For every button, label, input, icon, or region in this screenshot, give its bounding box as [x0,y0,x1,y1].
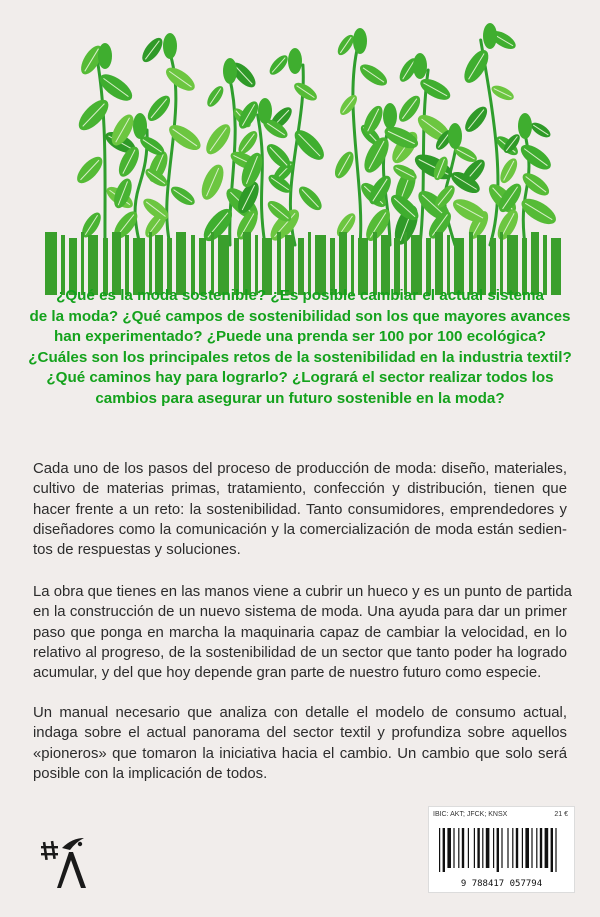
leaf [383,103,397,129]
barcode-line [497,828,499,872]
barcode-line [555,828,556,872]
leaf [288,48,302,74]
price: 21 € [554,811,568,818]
leaf [133,113,147,139]
question-line: ¿Qué caminos hay para lograrlo? ¿Logrará el sector realizar todos los [46,369,554,386]
barcode-line [482,828,483,868]
barcode-line [458,828,459,868]
barcode-line [474,828,475,868]
barcode-line [443,828,445,872]
paragraph-line: hacer frente a un reto: la sostenibilidad. Tanto consumidores, emprendedores y [33,501,567,518]
barcode-line [439,828,440,872]
paragraph-line: cultivo de materias primas, tratamiento, confección y distribución, tienen que [33,481,567,498]
paragraph-line: Cada uno de los pasos del proceso de producción de moda: diseño, materiales, [33,461,567,477]
barcode-line [545,828,549,868]
barcode-line [551,828,553,872]
barcode-line [516,828,518,868]
question-line: de la moda? ¿Qué campos de sostenibilidad son los que mayores avances [29,307,571,325]
ean-barcode-icon [439,828,564,872]
paragraph-line: relativo al progreso, de la sostenibilidad de un sector que tanto poder ha logrado [33,644,567,661]
paragraph-line: diseñadores como la comunicación y la comercialización de moda están sedien- [33,521,567,538]
paragraph-line: «pioneros» que tomaron la iniciativa hacia el cambio. Un cambio que solo será [33,745,567,762]
leaf [98,43,112,69]
barcode-line [522,828,523,868]
barcode-line [501,828,502,868]
paragraph-line: paso que ponga en marcha la maquinaria capaz de cambiar la velocidad, en lo [33,624,567,641]
paragraph-2 [33,582,572,683]
ibic-codes: IBIC: AKT; JFCK; KNSX [433,811,508,818]
barcode-line [536,828,537,868]
leaf [163,33,177,59]
paragraph-line: La obra que tienes en las manos viene a cubrir un hueco y es un punto de partida [33,584,572,600]
question-line: ¿Cuáles son los principales retos de la sostenibilidad en la industria textil? [28,348,572,366]
question-line: cambios para asegurar un futuro sostenible en la moda? [95,389,505,407]
paragraph-line: tos de respuestas y soluciones. [33,542,241,559]
barcode-line [512,828,513,868]
question-line: han experimentado? ¿Puede una prenda ser 100 por 100 ecológica? [53,328,547,345]
leaf [353,28,367,54]
plant-stem [258,115,265,245]
barcode-line [486,828,490,868]
isbn-number: 9 788417 057794 [460,879,543,889]
publisher-logo-icon [40,836,88,890]
barcode-line [447,828,451,868]
plants-barcode-illustration [45,20,565,295]
leaf [223,58,237,84]
question-line: ¿Qué es la moda sostenible? ¿Es posible cambiar el actual sistema [56,287,544,304]
barcode-line [468,828,469,868]
paragraph-line: en la construcción de un nuevo sistema de moda. Una ayuda para dar un primer [33,604,567,621]
paragraph-3 [33,703,567,784]
barcode-line [493,828,494,868]
leaf [483,23,497,49]
barcode-line [531,828,532,868]
barcode-line [477,828,479,868]
paragraph-line: posible con la implicación de todos. [33,765,268,782]
barcode-line [462,828,464,868]
leaf [258,98,272,124]
paragraph-line: Un manual necesario que analiza con detalle el modelo de consumo actual, [33,705,567,721]
leaf [448,123,462,149]
leaf [413,53,427,79]
paragraph-line: acumular, y del que hoy depende gran parte de nuestro futuro como especie. [33,665,542,682]
barcode-line [540,828,542,868]
barcode-line [525,828,529,868]
barcode-line [453,828,454,868]
barcode-label [428,806,575,893]
back-cover-questions [20,286,580,409]
paragraph-1 [33,459,567,560]
leaf [518,113,532,139]
paragraph-line: indaga sobre el actual panorama del sector textil y profundiza sobre aquellos [33,725,567,742]
barcode-line [507,828,508,868]
